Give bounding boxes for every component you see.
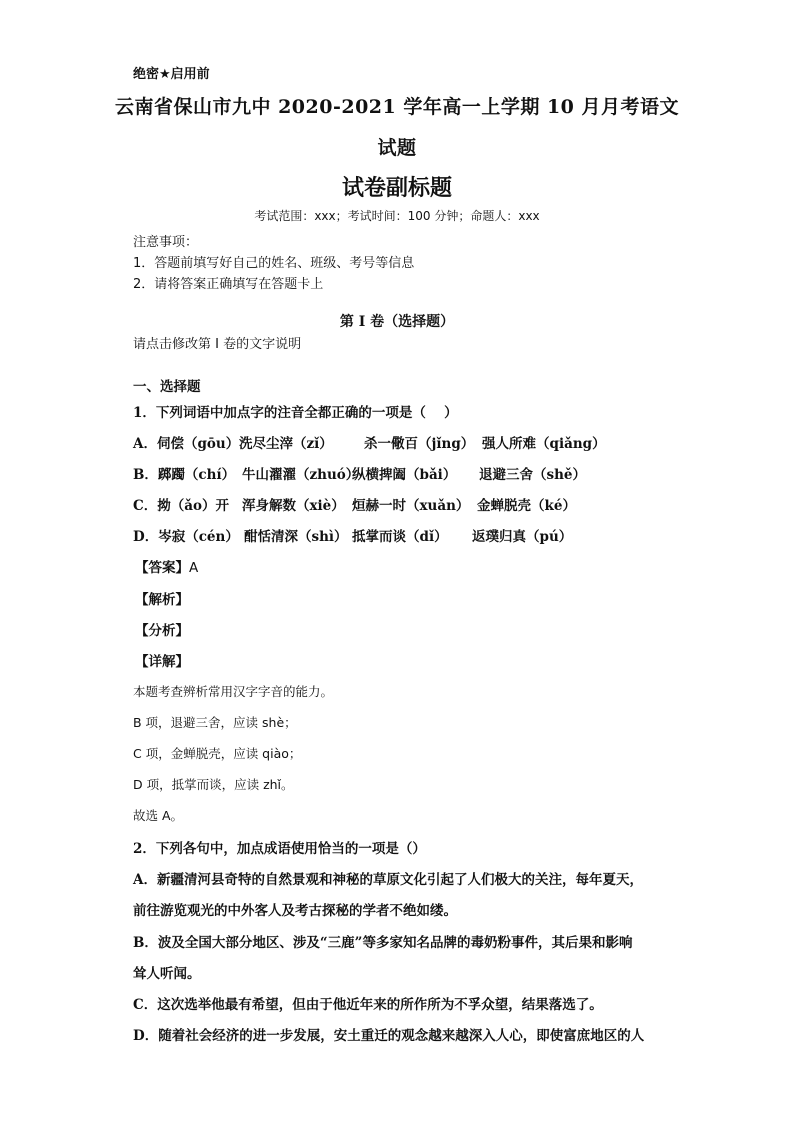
notice-heading: 注意事项： — [133, 235, 199, 250]
option-part: 金蝉脱壳（ké） — [477, 498, 576, 514]
explanation-line: B 项，退避三舍，应读 shè； — [133, 715, 297, 730]
exam-title-line2: 试题 — [377, 137, 417, 159]
q1-option-c — [133, 494, 576, 514]
q1-option-a — [133, 432, 606, 452]
option-part: 烜赫一时（xuǎn） — [352, 498, 470, 514]
q2-line: A．新疆清河县奇特的自然景观和神秘的草原文化引起了人们极大的关注，每年夏天， — [133, 872, 643, 888]
explanation-line: D 项，抵掌而谈，应读 zhǐ。 — [133, 777, 294, 792]
option-part: 强人所难（qiǎng） — [482, 436, 606, 452]
q2-line: 耸人听闻。 — [133, 966, 201, 982]
explanation-line: 本题考查辨析常用汉字字音的能力。 — [133, 684, 334, 699]
notice-item: 2．请将答案正确填写在答题卡上 — [133, 277, 324, 292]
exam-subtitle: 试卷副标题 — [341, 175, 452, 201]
option-part: B．踯躅（chí） — [133, 467, 236, 483]
option-part: 返璞归真（pú） — [472, 529, 573, 545]
volume-note: 请点击修改第 I 卷的文字说明 — [133, 337, 302, 352]
exam-info: 考试范围：xxx；考试时间：100 分钟；命题人：xxx — [254, 209, 540, 223]
option-part: 纵横捭阖（bǎi） — [352, 467, 457, 483]
q2-line: B．波及全国大部分地区、涉及“三鹿”等多家知名品牌的毒奶粉事件，其后果和影响 — [133, 935, 633, 951]
q2-line: D．随着社会经济的进一步发展，安土重迁的观念越来越深入人心，即使富庶地区的人 — [133, 1028, 645, 1044]
analysis-label: 【解析】 — [135, 592, 189, 608]
explanation-line: C 项，金蝉脱壳，应读 qiào； — [133, 746, 302, 761]
explanation-line: 故选 A。 — [133, 808, 184, 823]
option-part: A．伺偿（gōu） — [133, 436, 240, 452]
option-part: 洗尽尘滓（zǐ） — [239, 436, 333, 452]
section-heading: 一、选择题 — [133, 379, 201, 395]
option-part: 抵掌而谈（dǐ） — [352, 529, 448, 545]
q2-line: 前往游览观光的中外客人及考古探秘的学者不绝如缕。 — [133, 903, 457, 919]
option-part: C．拗（ǎo）开 — [133, 498, 229, 514]
answer-value: A — [189, 560, 199, 576]
option-part: 退避三舍（shě） — [479, 467, 587, 483]
option-part: D．岑寂（cén） — [133, 529, 239, 545]
option-part: 杀一儆百（jǐng） — [364, 436, 475, 452]
option-part: 牛山濯濯（zhuó） — [242, 467, 360, 483]
question-1-stem: 1．下列词语中加点字的注音全都正确的一项是（ ） — [133, 405, 458, 421]
answer-row — [135, 556, 198, 576]
option-part: 酣恬清深（shì） — [244, 529, 348, 545]
q1-option-d — [133, 525, 572, 545]
option-part: 浑身解数（xiè） — [242, 498, 345, 514]
q2-line: C．这次选举他最有希望，但由于他近年来的所作所为不孚众望，结果落选了。 — [133, 997, 603, 1013]
secret-mark: 绝密★启用前 — [133, 67, 210, 82]
answer-label: 【答案】 — [135, 560, 189, 576]
volume-title: 第 I 卷（选择题） — [339, 314, 455, 330]
q1-option-b — [133, 463, 586, 483]
detail-label: 【详解】 — [135, 654, 189, 670]
exam-title-line1: 云南省保山市九中 2020-2021 学年高一上学期 10 月月考语文 — [114, 96, 680, 118]
notice-item: 1．答题前填写好自己的姓名、班级、考号等信息 — [133, 256, 415, 271]
fenxi-label: 【分析】 — [135, 623, 189, 639]
question-2-stem: 2．下列各句中，加点成语使用恰当的一项是（） — [133, 841, 426, 857]
